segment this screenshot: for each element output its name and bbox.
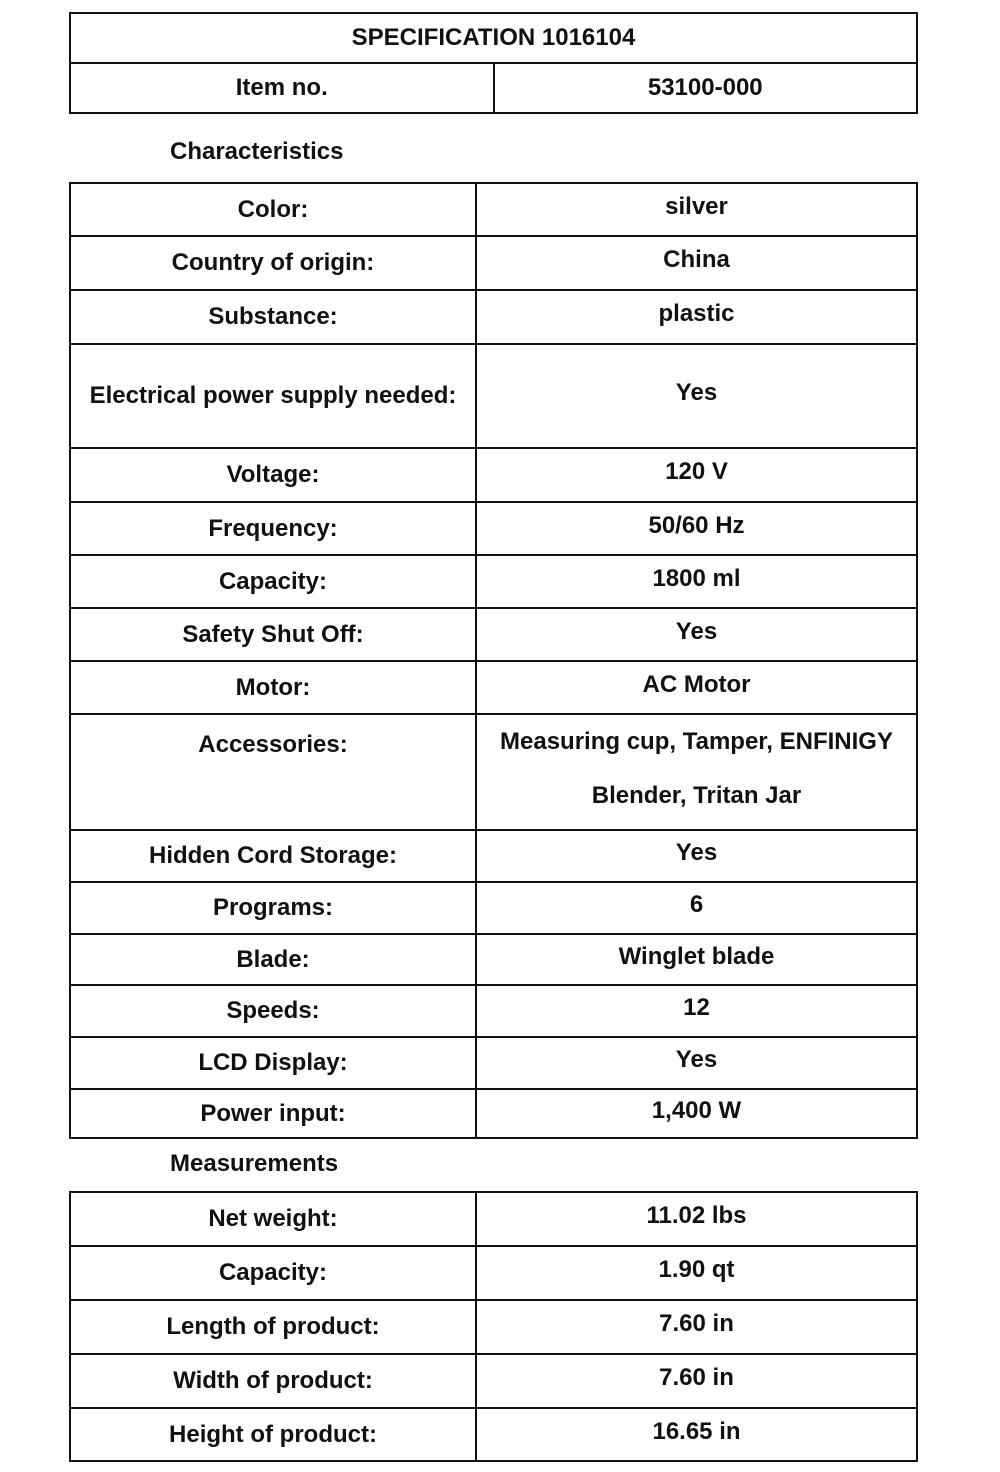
- table-row: [70, 1300, 917, 1354]
- row-label: Country of origin:: [70, 236, 476, 290]
- specification-header-table: [69, 12, 918, 114]
- row-label: Height of product:: [70, 1408, 476, 1461]
- table-row: [70, 608, 917, 661]
- row-label: Width of product:: [70, 1354, 476, 1408]
- row-label: Color:: [70, 183, 476, 236]
- row-value: Yes: [476, 1037, 917, 1089]
- table-row: [70, 830, 917, 882]
- row-label: Voltage:: [70, 448, 476, 502]
- row-value: 1800 ml: [476, 555, 917, 608]
- specification-title: SPECIFICATION 1016104: [70, 13, 917, 63]
- table-row: [70, 1192, 917, 1246]
- row-value: China: [476, 236, 917, 290]
- row-label: Speeds:: [70, 985, 476, 1037]
- item-number-value: 53100-000: [494, 63, 918, 113]
- row-value: plastic: [476, 290, 917, 344]
- row-label: Net weight:: [70, 1192, 476, 1246]
- measurements-table: [69, 1191, 918, 1462]
- row-label: Blade:: [70, 934, 476, 985]
- row-value: 16.65 in: [476, 1408, 917, 1461]
- table-row: [70, 555, 917, 608]
- table-row: [70, 882, 917, 934]
- row-value: 120 V: [476, 448, 917, 502]
- row-value: 6: [476, 882, 917, 934]
- table-row: [70, 934, 917, 985]
- row-value: 50/60 Hz: [476, 502, 917, 555]
- row-value: 1,400 W: [476, 1089, 917, 1138]
- row-value: Yes: [476, 344, 917, 448]
- table-row: [70, 1089, 917, 1138]
- row-label: Frequency:: [70, 502, 476, 555]
- row-value: Yes: [476, 830, 917, 882]
- characteristics-table: [69, 182, 918, 1139]
- row-label: Capacity:: [70, 555, 476, 608]
- row-value: 7.60 in: [476, 1300, 917, 1354]
- row-label: Motor:: [70, 661, 476, 714]
- row-value: AC Motor: [476, 661, 917, 714]
- row-value: Measuring cup, Tamper, ENFINIGY Blender, Tritan Jar: [476, 714, 917, 830]
- table-row: [70, 448, 917, 502]
- table-row: [70, 661, 917, 714]
- row-value: 7.60 in: [476, 1354, 917, 1408]
- row-value: 12: [476, 985, 917, 1037]
- table-row: [70, 502, 917, 555]
- row-value: Yes: [476, 608, 917, 661]
- table-row: [70, 344, 917, 448]
- row-value: 1.90 qt: [476, 1246, 917, 1300]
- row-label: LCD Display:: [70, 1037, 476, 1089]
- table-row: [70, 183, 917, 236]
- table-row: [70, 714, 917, 830]
- row-label: Accessories:: [70, 714, 476, 830]
- row-label: Safety Shut Off:: [70, 608, 476, 661]
- row-label: Length of product:: [70, 1300, 476, 1354]
- row-value: 11.02 lbs: [476, 1192, 917, 1246]
- row-value: silver: [476, 183, 917, 236]
- row-label: Power input:: [70, 1089, 476, 1138]
- table-row: [70, 1037, 917, 1089]
- table-row: [70, 1246, 917, 1300]
- table-row: [70, 1354, 917, 1408]
- item-number-label: Item no.: [70, 63, 494, 113]
- table-row: [70, 985, 917, 1037]
- row-value: Winglet blade: [476, 934, 917, 985]
- table-row: [70, 290, 917, 344]
- table-row: [70, 1408, 917, 1461]
- row-label: Hidden Cord Storage:: [70, 830, 476, 882]
- row-label: Electrical power supply needed:: [70, 344, 476, 448]
- measurements-heading: Measurements: [170, 1150, 339, 1177]
- row-label: Substance:: [70, 290, 476, 344]
- characteristics-heading: Characteristics: [170, 138, 344, 165]
- table-row: [70, 236, 917, 290]
- row-label: Capacity:: [70, 1246, 476, 1300]
- row-label: Programs:: [70, 882, 476, 934]
